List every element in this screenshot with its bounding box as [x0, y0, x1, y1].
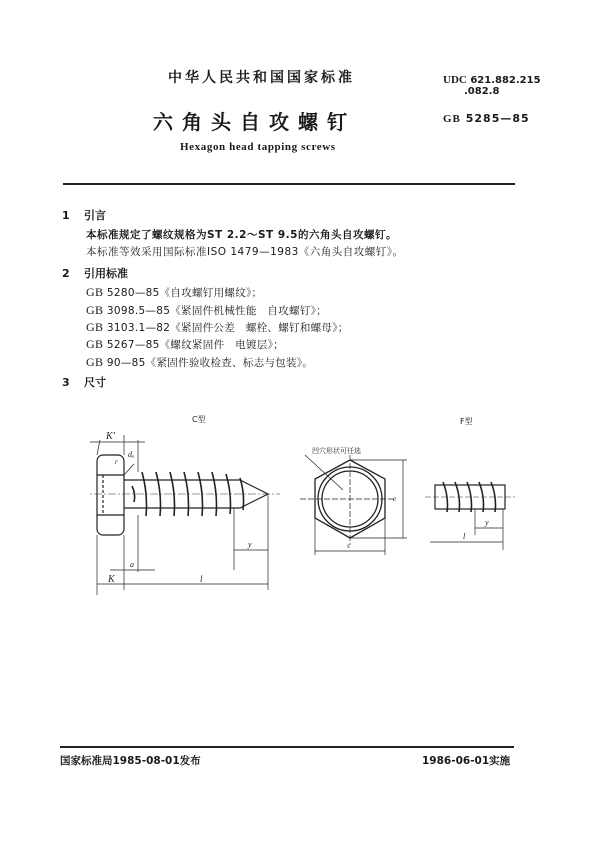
reference-item: GB 90—85《紧固件验收检查、标志与包装》。 — [86, 355, 314, 369]
svg-text:s: s — [347, 542, 350, 550]
section-3-heading: 3 尺寸 — [62, 376, 106, 389]
recess-note: 凹穴形状可任选 — [312, 447, 361, 455]
gb-label: GB — [443, 113, 461, 125]
reference-item: GB 3098.5—85《紧固件机械性能 自攻螺钉》； — [86, 303, 327, 317]
dim-k: K — [108, 574, 115, 585]
header-divider — [63, 183, 515, 185]
standard-number — [443, 112, 530, 125]
issue-date: 国家标准局1985-08-01发布 — [60, 755, 201, 767]
udc-label: UDC — [443, 74, 467, 86]
udc-line1: 621.882.215 — [470, 75, 541, 86]
reference-item: GB 3103.1—82《紧固件公差 螺栓、螺钉和螺母》； — [86, 320, 349, 334]
effective-date: 1986-06-01实施 — [422, 755, 511, 767]
section-1-paragraph-2: 本标准等效采用国际标准ISO 1479—1983《六角头自攻螺钉》。 — [86, 246, 404, 258]
svg-text:e: e — [393, 495, 397, 503]
svg-text:y: y — [248, 540, 252, 549]
type-c-label: C型 — [192, 415, 206, 424]
dim-k-prime: K′ — [106, 431, 115, 442]
hex-head-top-view — [295, 455, 415, 565]
udc-code — [443, 75, 541, 97]
svg-text:a: a — [130, 560, 134, 569]
svg-text:l: l — [463, 532, 466, 541]
type-f-screw-drawing — [425, 480, 525, 550]
section-1-paragraph-1: 本标准规定了螺纹规格为ST 2.2～ST 9.5的六角头自攻螺钉。 — [86, 229, 397, 241]
document-title-english: Hexagon head tapping screws — [180, 141, 336, 153]
type-c-screw-drawing — [90, 430, 290, 595]
type-f-label: F型 — [460, 417, 473, 426]
footer-divider — [60, 746, 514, 748]
svg-text:r: r — [115, 458, 118, 466]
svg-text:y: y — [485, 518, 489, 527]
section-1-heading: 1 引言 — [62, 209, 106, 222]
reference-item: GB 5280—85《自攻螺钉用螺纹》； — [86, 285, 263, 299]
gb-number: 5285—85 — [465, 112, 530, 125]
document-title-chinese: 六角头自攻螺钉 — [153, 110, 356, 134]
udc-line2: .082.8 — [464, 86, 500, 97]
section-2-heading: 2 引用标准 — [62, 267, 128, 280]
svg-text:l: l — [200, 574, 203, 584]
reference-item: GB 5267—85《螺纹紧固件 电镀层》； — [86, 337, 284, 351]
svg-text:dₐ: dₐ — [128, 450, 135, 459]
issuing-organization: 中华人民共和国国家标准 — [168, 70, 355, 86]
